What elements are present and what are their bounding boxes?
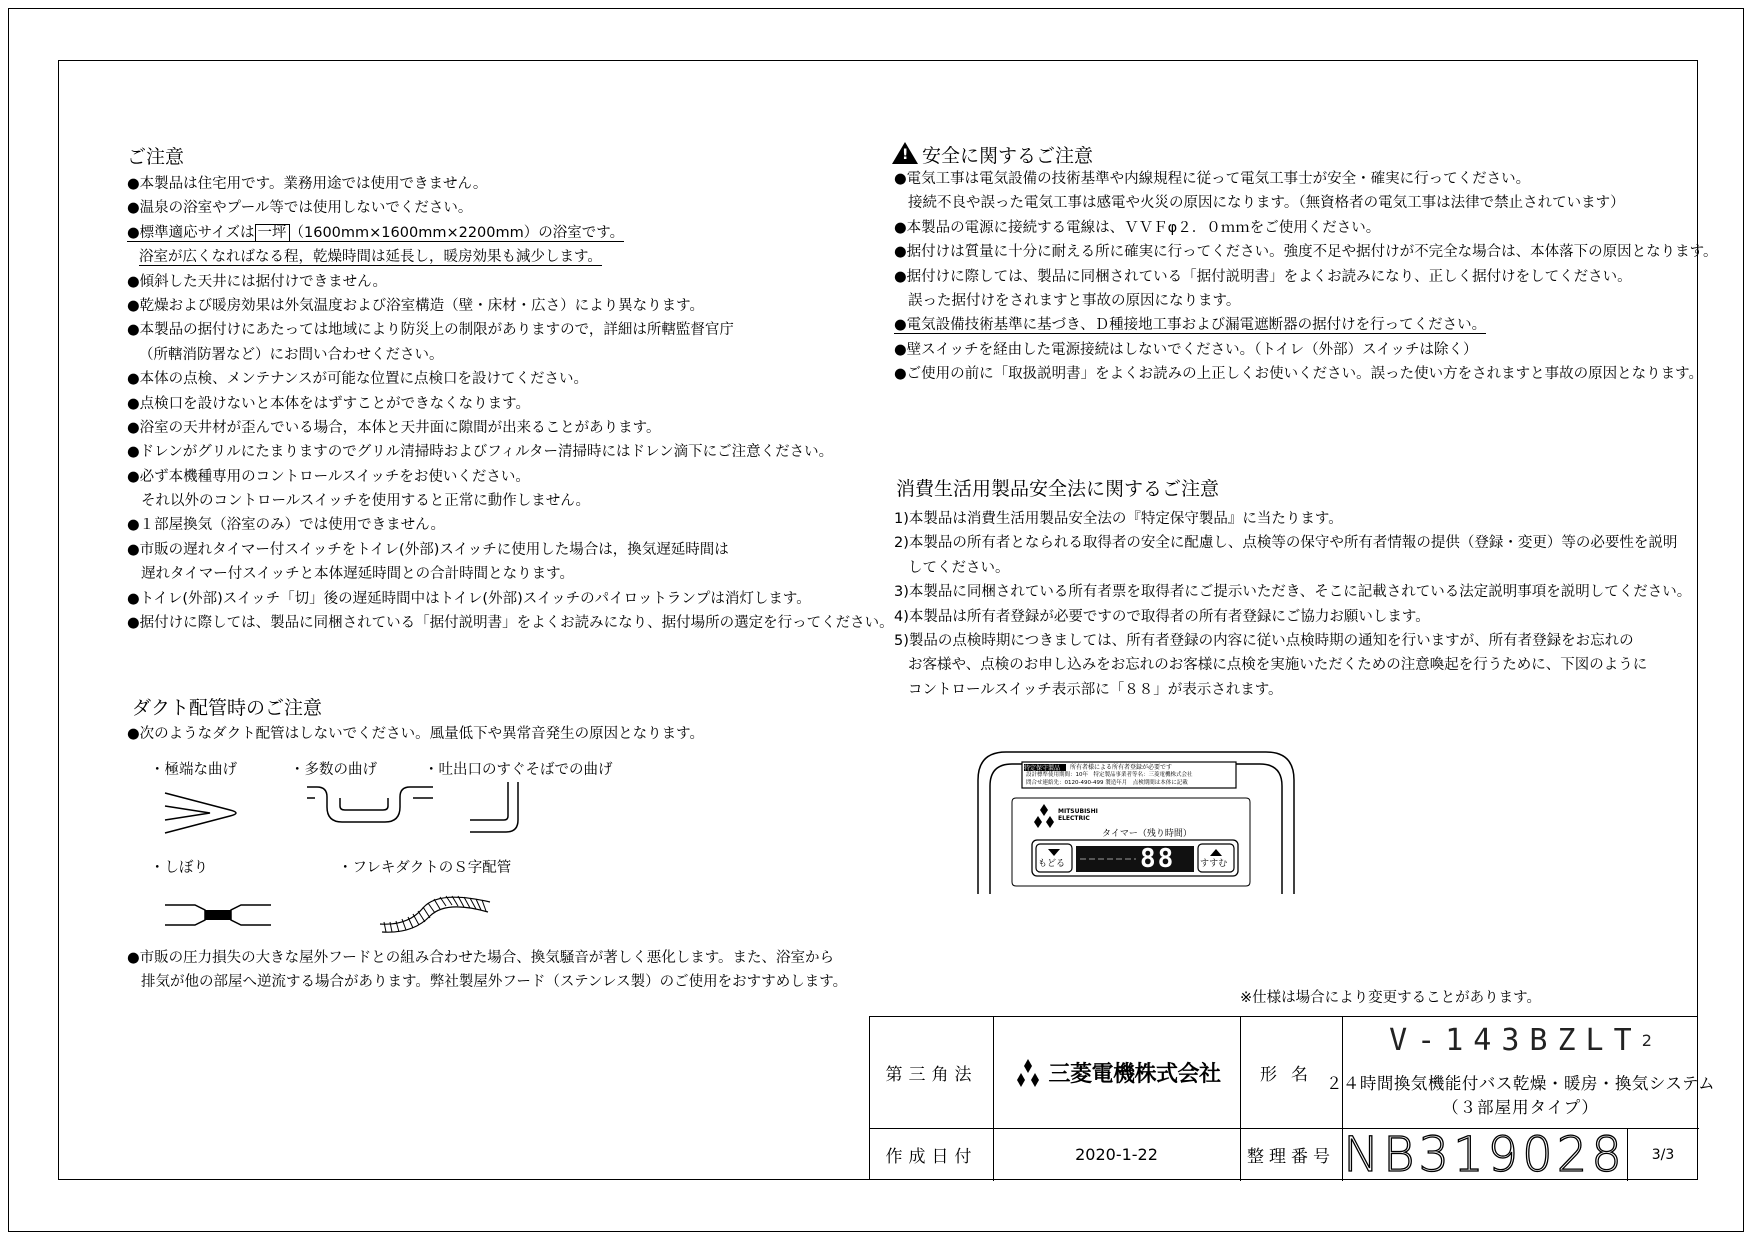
- doc-number-cell: [1342, 1128, 1627, 1181]
- caution-line: （所轄消防署など）にお問い合わせください。: [139, 346, 444, 363]
- caution-line: 遅れタイマー付スイッチと本体遅延時間との合計時間となります。: [141, 566, 574, 583]
- caution-line: ●必ず本機種専用のコントロールスイッチをお使いください。: [127, 468, 530, 485]
- safety-line: 誤った据付けをされますと事故の原因になります。: [908, 292, 1241, 309]
- caution-line: ●本製品は住宅用です。業務用途では使用できません。: [127, 176, 488, 192]
- panel-display: 88: [1140, 844, 1176, 874]
- caution-list: [127, 172, 894, 635]
- size-boxed: 一坪: [255, 224, 290, 242]
- caution-line: ●本製品の据付けにあたっては地域により防災上の制限がありますので，詳細は所轄監督官庁: [127, 322, 734, 339]
- sharp-bend-illustration: [160, 788, 250, 838]
- duct-intro: ●次のようなダクト配管はしないでください。風量低下や異常音発生の原因となります。: [127, 726, 704, 742]
- safety-line: ●壁スイッチを経由した電源接続はしないでください。（トイレ（外部）スイッチは除く）: [894, 341, 1478, 358]
- duct-label-s-shape-flex: ・フレキダクトのＳ字配管: [338, 860, 512, 876]
- consumer-line: 5)製品の点検時期につきましては、所有者登録の内容に従い点検時期の通知を行いますが、所有者登録をお忘れの: [894, 632, 1634, 649]
- many-bends-illustration: [305, 782, 435, 828]
- next-button[interactable]: すすむ: [1200, 859, 1228, 869]
- safety-line: ●ご使用の前に「取扱説明書」をよくお読みの上正しくお使いください。誤った使い方をされますと事故の原因となります。: [894, 366, 1703, 383]
- size-pre: ●標準適応サイズは: [127, 224, 255, 241]
- safety-line: ●本製品の電源に接続する電線は、ＶＶＦφ２．０ｍｍをご使用ください。: [894, 219, 1381, 236]
- panel-label-tag: 特定保守製品: [1024, 765, 1061, 772]
- duct-label-many-bends: ・多数の曲げ: [290, 762, 377, 778]
- safety-line: 接続不良や誤った電気工事は感電や火災の原因になります。（無資格者の電気工事は法律で禁止されています）: [908, 195, 1625, 212]
- model-subscript: 2: [1641, 1030, 1652, 1050]
- panel-label-line1: 所有者様による所有者登録が必要です: [1070, 764, 1173, 771]
- caution-line: ●１部屋換気（浴室のみ）では使用できません。: [127, 517, 446, 534]
- safety-title: 安全に関するご注意: [922, 145, 1094, 167]
- product-name-line2: （３部屋用タイプ）: [1442, 1098, 1599, 1117]
- consumer-line: 4)本製品は所有者登録が必要ですので取得者の所有者登録にご協力お願いします。: [894, 608, 1430, 625]
- product-name-line1: ２４時間換気機能付バス乾燥・暖房・換気システム: [1325, 1074, 1716, 1093]
- duct-title: ダクト配管時のご注意: [132, 697, 323, 719]
- model-number: V-143BZLT: [1389, 1022, 1642, 1058]
- model-label: 形名: [1260, 1065, 1322, 1085]
- panel-timer-label: タイマー（残り時間）: [1102, 829, 1192, 839]
- caution-size-line: [127, 221, 894, 245]
- mitsubishi-logo-icon: [1012, 1058, 1044, 1088]
- doc-number-label: 整理番号: [1247, 1147, 1335, 1167]
- date-value: 2020-1-22: [1075, 1145, 1158, 1164]
- caution-line: ●浴室の天井材が歪んでいる場合，本体と天井面に隙間が出来ることがあります。: [127, 419, 661, 436]
- back-button[interactable]: もどる: [1038, 859, 1066, 869]
- safety-line: ●電気設備技術基準に基づき、Ｄ種接地工事および漏電遮断器の据付けを行ってください。: [894, 317, 1487, 334]
- duct-label-bend-near-outlet: ・吐出口のすぐそばでの曲げ: [424, 762, 613, 778]
- safety-list: [894, 167, 1718, 387]
- caution-line: それ以外のコントロールスイッチを使用すると正常に動作しません。: [141, 493, 591, 510]
- s-shape-flex-illustration: [378, 886, 493, 934]
- consumer-line: 3)本製品に同梱されている所有者票を取得者にご提示いただき、そこに記載されている法定説明事項を説明してください。: [894, 584, 1692, 601]
- doc-number: NB319028: [1343, 1126, 1626, 1183]
- duct-note: ●市販の圧力損失の大きな屋外フードとの組み合わせた場合、換気騒音が著しく悪化します。また、浴室から 排気が他の部屋へ逆流する場合があります。弊社製屋外フード（ステンレス製）のご使用をおすすめします。: [127, 950, 848, 991]
- panel-brand: MITSUBISHI ELECTRIC: [1058, 808, 1098, 822]
- company-name: 三菱電機株式会社: [1048, 1062, 1221, 1087]
- consumer-list: [894, 507, 1691, 702]
- duct-label-sharp-bend: ・極端な曲げ: [150, 762, 237, 778]
- model-cell: [1342, 1021, 1699, 1059]
- title-block: [869, 1016, 1716, 1183]
- panel-label-line3: 問合せ連絡先：0120-490-499 製造年月 点検期間は本体に記載: [1026, 780, 1188, 786]
- size-post: （1600mm×1600mm×2200mm）の浴室です。: [289, 224, 625, 241]
- warning-icon: [892, 142, 918, 164]
- outlet-bend-illustration: [468, 780, 532, 842]
- caution-line: ●ドレンがグリルにたまりますのでグリル清掃時およびフィルター清掃時にはドレン滴下にご注意ください。: [127, 444, 834, 461]
- date-label: 作成日付: [885, 1147, 978, 1167]
- safety-line: ●据付けに際しては、製品に同梱されている「据付説明書」をよくお読みになり、正しく据付けをしてください。: [894, 268, 1632, 285]
- caution-line: 浴室が広くなればなる程，乾燥時間は延長し，暖房効果も減少します。: [139, 249, 602, 266]
- consumer-line: お客様や、点検のお申し込みをお忘れのお客様に点検を実施いただくための注意喚起を行うために、下図のように: [908, 657, 1648, 674]
- spec-note: ※仕様は場合により変更することがあります。: [1240, 990, 1541, 1006]
- consumer-title: 消費生活用製品安全法に関するご注意: [896, 478, 1220, 500]
- safety-line: ●電気工事は電気設備の技術基準や内線規程に従って電気工事士が安全・確実に行ってください。: [894, 171, 1531, 187]
- projection-label: 第三角法: [885, 1065, 978, 1085]
- page-number: 3/3: [1651, 1146, 1675, 1163]
- safety-title-row: [892, 142, 1093, 167]
- caution-line: ●トイレ(外部)スイッチ「切」後の遅延時間中はトイレ(外部)スイッチのパイロットランプは消灯します。: [127, 590, 811, 607]
- consumer-line: 1)本製品は消費生活用製品安全法の『特定保守製品』に当たります。: [894, 511, 1343, 527]
- caution-line: ●乾燥および暖房効果は外気温度および浴室構造（壁・床材・広さ）により異なります。: [127, 297, 704, 314]
- caution-title: ご注意: [127, 146, 185, 168]
- caution-line: ●温泉の浴室やプール等では使用しないでください。: [127, 200, 473, 217]
- consumer-line: 2)本製品の所有者となられる取得者の安全に配慮し、点検等の保守や所有者情報の提供（登録・変更）等の必要性を説明: [894, 535, 1678, 552]
- safety-line: ●据付けは質量に十分に耐える所に確実に行ってください。強度不足や据付けが不完全な場合は、本体落下の原因となります。: [894, 244, 1718, 261]
- caution-line: ●据付けに際しては、製品に同梱されている「据付説明書」をよくお読みになり、据付場所の選定を行ってください。: [127, 615, 894, 632]
- company-cell: [993, 1017, 1240, 1128]
- consumer-line: してください。: [908, 559, 1010, 576]
- constriction-illustration: [163, 900, 273, 930]
- caution-line: ●点検口を設けないと本体をはずすことができなくなります。: [127, 395, 530, 412]
- panel-label-line2: 設計標準使用期間：10年 特定製品事業者等名：三菱電機株式会社: [1026, 772, 1193, 778]
- control-switch-illustration: [976, 750, 1296, 894]
- caution-line: ●傾斜した天井には据付けできません。: [127, 273, 388, 290]
- consumer-line: コントロールスイッチ表示部に「８８」が表示されます。: [908, 681, 1283, 698]
- caution-line: ●本体の点検、メンテナンスが可能な位置に点検口を設けてください。: [127, 371, 588, 388]
- caution-line: ●市販の遅れタイマー付スイッチをトイレ(外部)スイッチに使用した場合は，換気遅延時間は: [127, 541, 729, 558]
- duct-label-constriction: ・しぼり: [150, 860, 208, 876]
- mitsubishi-diamonds-icon: [1034, 804, 1054, 828]
